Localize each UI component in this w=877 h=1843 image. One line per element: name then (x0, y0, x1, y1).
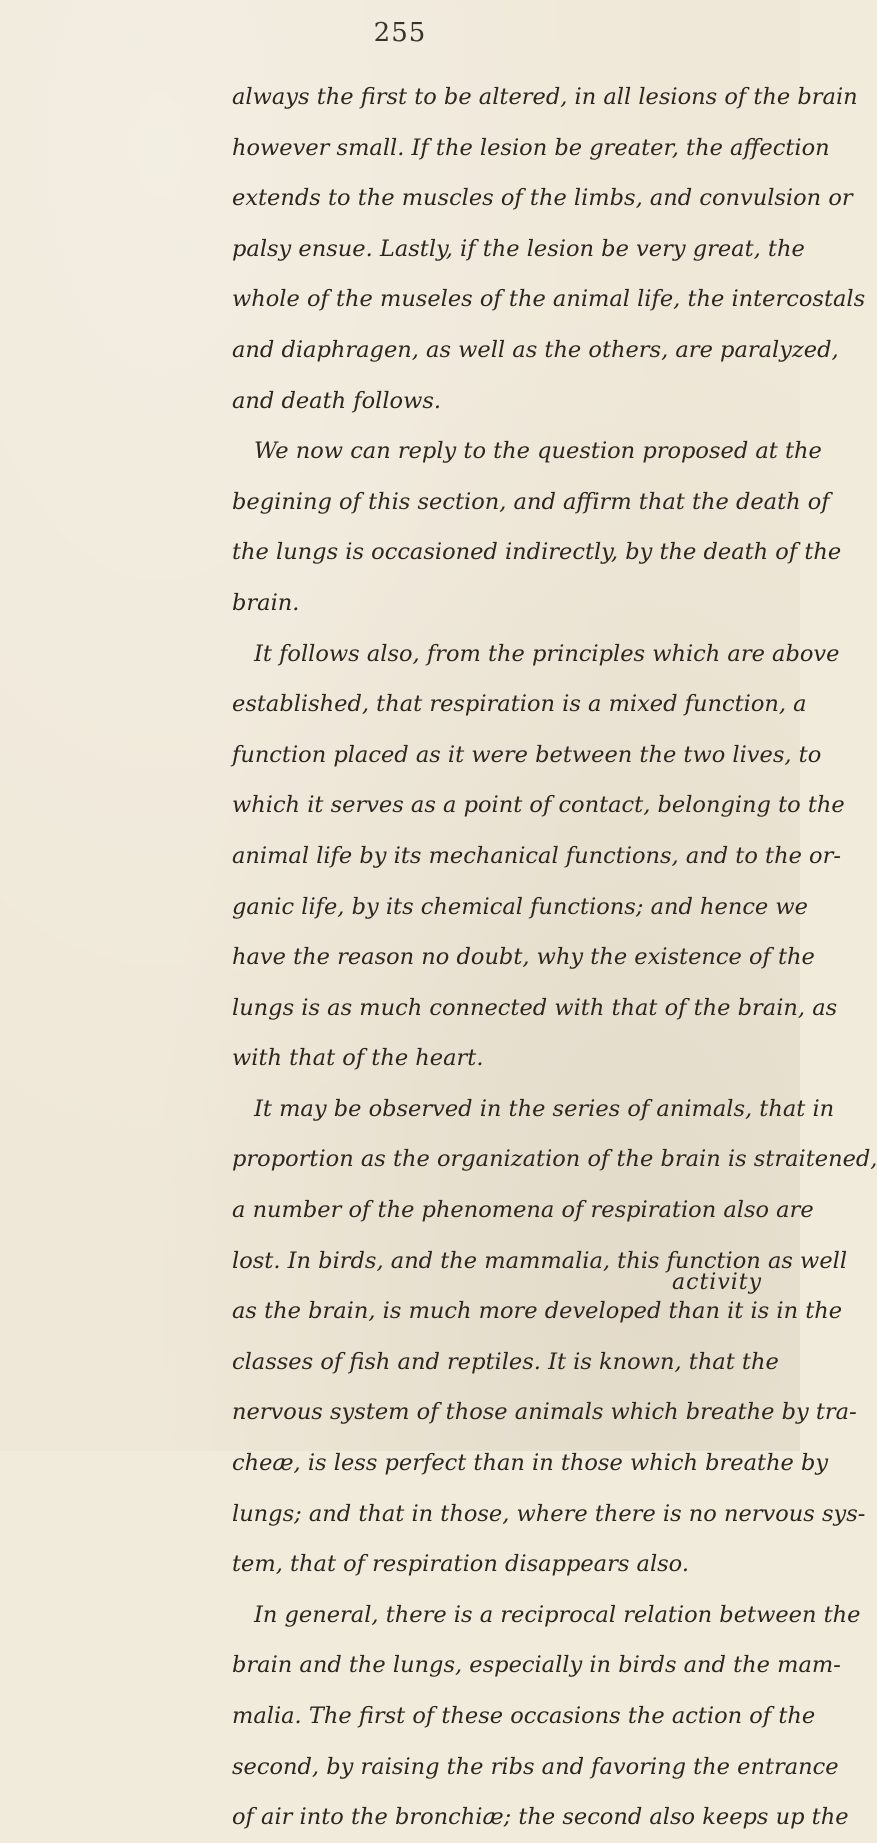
text-line: a number of the phenomena of respiration also are (232, 1197, 814, 1224)
body-text (232, 72, 877, 1843)
text-line: animal life by its mechanical functions, and to the or- (232, 842, 841, 869)
text-line: In general, there is a reciprocal relation between the (254, 1601, 861, 1628)
text-line: always the first to be altered, in all lesions of the brain (232, 84, 858, 110)
text-line: cheæ, is less perfect than in those which breathe by (232, 1450, 829, 1477)
text-line: We now can reply to the question proposed at the (254, 438, 822, 465)
text-line: It follows also, from the principles which are above (254, 640, 840, 667)
text-line: begining of this section, and affirm that the death of (232, 488, 830, 515)
text-line: have the reason no doubt, why the existence of the (232, 944, 815, 971)
catchword: activity (672, 1270, 763, 1295)
text-line: however small. If the lesion be greater, the affection (232, 134, 830, 161)
text-line: with that of the heart. (232, 1045, 484, 1072)
text-line: lungs is as much connected with that of the brain, as (232, 994, 838, 1021)
text-line: ganic life, by its chemical functions; and hence we (232, 893, 808, 920)
page-number: 255 (373, 18, 427, 48)
text-line: and diaphragen, as well as the others, are paralyzed, (232, 336, 839, 363)
text-line: established, that respiration is a mixed function, a (232, 691, 807, 718)
text-line: lungs; and that in those, where there is no nervous sys- (232, 1500, 866, 1527)
text-line: classes of fish and reptiles. It is known, that the (232, 1348, 779, 1375)
text-line: proportion as the organization of the brain is straitened, (232, 1146, 877, 1173)
text-line: nervous system of those animals which breathe by tra- (232, 1399, 857, 1426)
text-line: as the brain, is much more developed than it is in the (232, 1298, 843, 1325)
text-line: It may be observed in the series of animals, that in (254, 1095, 835, 1122)
text-line: function placed as it were between the two lives, to (232, 741, 822, 768)
text-line: malia. The first of these occasions the action of the (232, 1703, 816, 1729)
text-line: second, by raising the ribs and favoring the entrance (232, 1753, 839, 1780)
text-line: whole of the museles of the animal life, the intercostals (232, 286, 866, 313)
text-line: the lungs is occasioned indirectly, by the death of the (232, 539, 842, 566)
text-line: extends to the muscles of the limbs, and convulsion or (232, 185, 853, 212)
text-line: palsy ensue. Lastly, if the lesion be very great, the (232, 235, 805, 262)
text-line: brain and the lungs, especially in birds and the mam- (232, 1652, 841, 1679)
text-line: and death follows. (232, 387, 442, 414)
text-line: of air into the bronchiæ; the second also keeps up the (232, 1804, 849, 1831)
text-line: brain. (232, 589, 300, 616)
text-line: tem, that of respiration disappears also. (232, 1551, 689, 1578)
text-line: which it serves as a point of contact, belonging to the (232, 792, 845, 819)
text-line: lost. In birds, and the mammalia, this function as well (232, 1247, 848, 1274)
